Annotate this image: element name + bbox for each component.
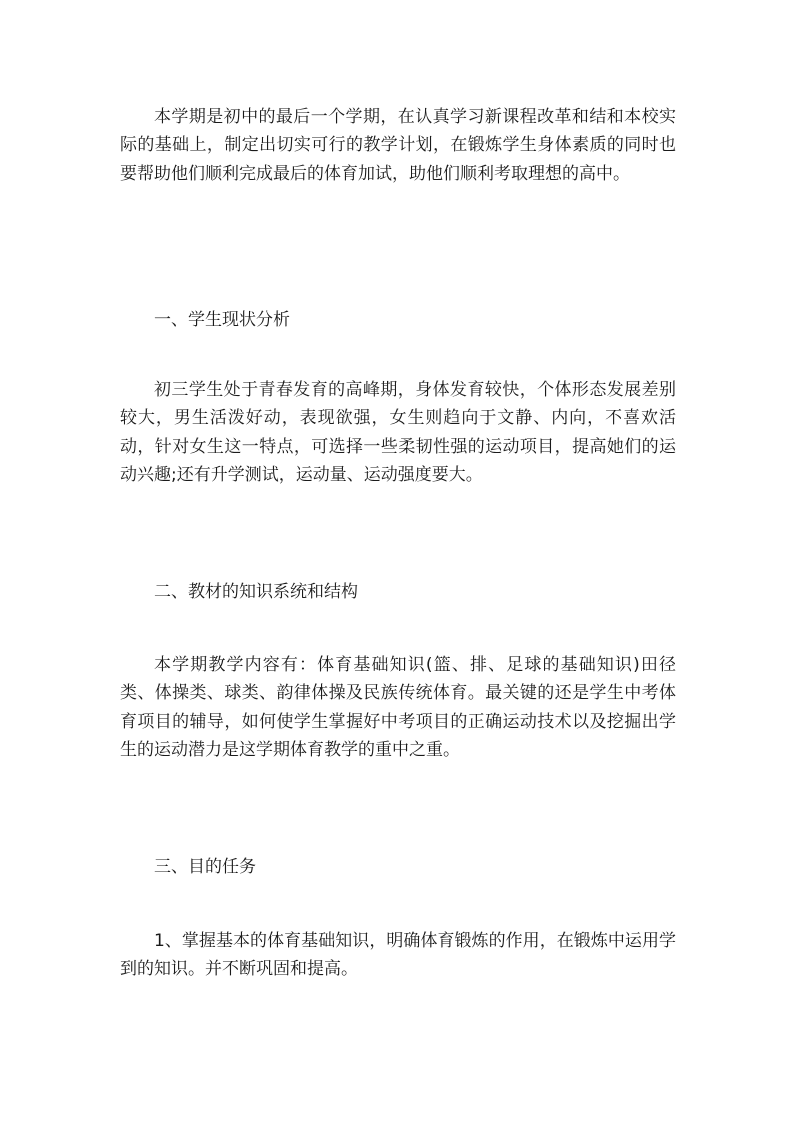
goals-tasks-item-1: 1、掌握基本的体育基础知识，明确体育锻炼的作用，在锻炼中运用学到的知识。并不断巩固和提高。 [120,931,676,980]
intro-paragraph: 本学期是初中的最后一个学期，在认真学习新课程改革和结和本校实际的基础上，制定出切实可行的教学计划，在锻炼学生身体素质的同时也要帮助他们顺利完成最后的体育加试，助他们顺利考取理想的高中。 [120,107,676,184]
student-analysis-paragraph: 初三学生处于青春发育的高峰期，身体发育较快，个体形态发展差别较大，男生活泼好动，表现欲强，女生则趋向于文静、内向，不喜欢活动，针对女生这一特点，可选择一些柔韧性强的运动项目，提高她们的运动兴趣;还有升学测试，运动量、运动强度要大。 [120,380,676,485]
section-heading-textbook-structure: 二、教材的知识系统和结构 [154,582,358,602]
section-heading-goals-tasks: 三、目的任务 [154,857,256,877]
section-heading-student-analysis: 一、学生现状分析 [154,310,290,330]
textbook-structure-paragraph: 本学期教学内容有：体育基础知识(篮、排、足球的基础知识)田径类、体操类、球类、韵律体操及民族传统体育。最关键的还是学生中考体育项目的辅导，如何使学生掌握好中考项目的正确运动技术以及挖掘出学生的运动潜力是这学期体育教学的重中之重。 [120,655,676,760]
